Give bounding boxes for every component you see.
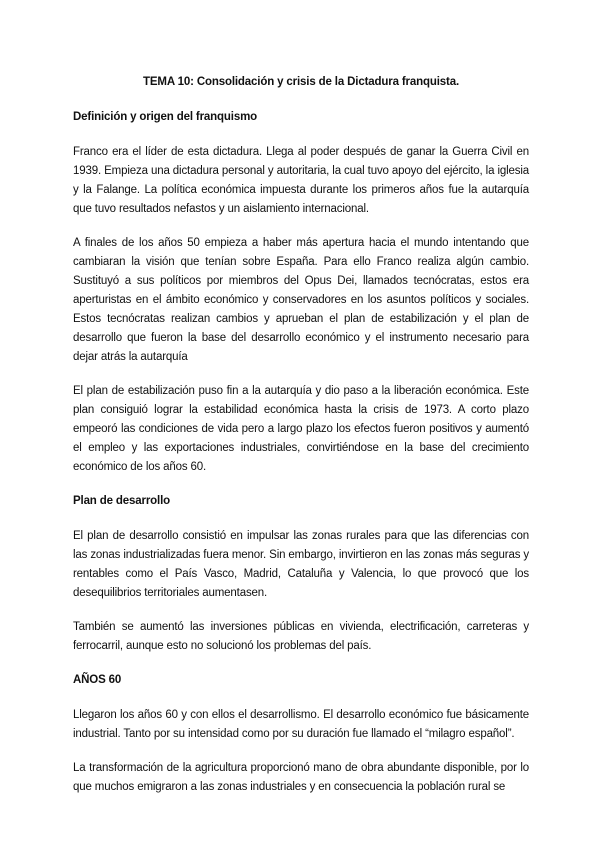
paragraph: Llegaron los años 60 y con ellos el desarrollismo. El desarrollo económico fue básicamente industrial. Tanto por su intensidad como por su duración fue llamado el “milagro español”. xyxy=(73,709,529,740)
section-heading-definicion: Definición y origen del franquismo xyxy=(73,111,258,123)
paragraph: A finales de los años 50 empieza a haber más apertura hacia el mundo intentando que cambiaran la visión que tenían sobre España. Para ello Franco realiza algún cambio. Sustituyó a sus políticos por miembros del Opus Dei, llamados tecnócratas, estos era aperturistas en el ámbito económico y conservadores en los asuntos políticos y sociales. Estos tecnócratas realizan cambios y aprueban el plan de estabilización y el plan de desarrollo que fueron la base del desarrollo económico y el instrumento necesario para dejar atrás la autarquía xyxy=(73,237,529,363)
paragraph: También se aumentó las inversiones públicas en vivienda, electrificación, carreteras y ferrocarril, aunque esto no solucionó los problemas del país. xyxy=(73,621,529,652)
page-title: TEMA 10: Consolidación y crisis de la Dictadura franquista. xyxy=(143,76,459,88)
paragraph: El plan de estabilización puso fin a la autarquía y dio paso a la liberación económica. Este plan consiguió lograr la estabilidad económica hasta la crisis de 1973. A corto plazo empeoró las condiciones de vida pero a largo plazo los efectos fueron positivos y aumentó el empleo y las exportaciones industriales, convirtiéndose en la base del crecimiento económico de los años 60. xyxy=(73,385,529,473)
paragraph: La transformación de la agricultura proporcionó mano de obra abundante disponible, por lo que muchos emigraron a las zonas industriales y en consecuencia la población rural se xyxy=(73,762,529,793)
section-heading-plan-desarrollo: Plan de desarrollo xyxy=(73,495,170,507)
document-body xyxy=(73,73,529,812)
paragraph: Franco era el líder de esta dictadura. Llega al poder después de ganar la Guerra Civil en 1939. Empieza una dictadura personal y autoritaria, la cual tuvo apoyo del ejército, la iglesia y la Falange. La política económica impuesta durante los primeros años fue la autarquía que tuvo resultados nefastos y un aislamiento internacional. xyxy=(73,146,529,215)
section-heading-anos-60: AÑOS 60 xyxy=(73,674,122,686)
paragraph: El plan de desarrollo consistió en impulsar las zonas rurales para que las diferencias con las zonas industrializadas fuera menor. Sin embargo, invirtieron en las zonas más seguras y rentables como el País Vasco, Madrid, Cataluña y Valencia, lo que provocó que los desequilibrios territoriales aumentasen. xyxy=(73,530,529,599)
